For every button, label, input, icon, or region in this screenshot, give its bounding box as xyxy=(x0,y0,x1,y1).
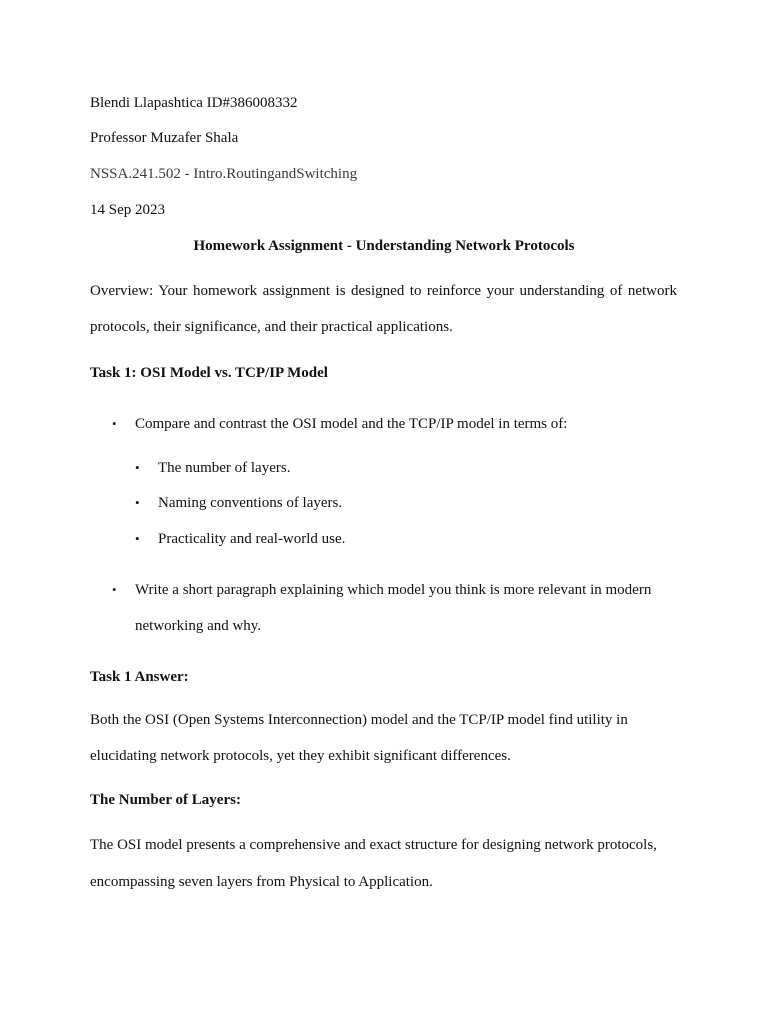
sub-bullet-practicality: Practicality and real-world use. xyxy=(158,531,346,547)
task1-bullet-paragraph-line-1: Write a short paragraph explaining which model you think is more relevant in modern xyxy=(135,582,652,598)
bullet-marker: • xyxy=(112,416,117,431)
sub-bullet-marker: • xyxy=(135,460,140,475)
document-title: Homework Assignment - Understanding Network Protocols xyxy=(193,238,575,254)
sub-bullet-marker: • xyxy=(135,495,140,510)
task1-heading: Task 1: OSI Model vs. TCP/IP Model xyxy=(90,365,328,381)
student-name-id: Blendi Llapashtica ID#386008332 xyxy=(90,95,298,111)
answer-para2-line-1: The OSI model presents a comprehensive and exact structure for designing network protocols, xyxy=(90,837,657,853)
answer-para1-line-2: elucidating network protocols, yet they exhibit significant differences. xyxy=(90,748,511,764)
sub-bullet-marker: • xyxy=(135,531,140,546)
answer-para1-line-1: Both the OSI (Open Systems Interconnection) model and the TCP/IP model find utility in xyxy=(90,712,628,728)
document-date: 14 Sep 2023 xyxy=(90,202,165,218)
task1-bullet-paragraph-line-2: networking and why. xyxy=(135,618,262,634)
overview-line-2: protocols, their significance, and their practical applications. xyxy=(90,319,453,335)
sub-bullet-naming: Naming conventions of layers. xyxy=(158,495,343,511)
task1-bullet-compare: Compare and contrast the OSI model and the TCP/IP model in terms of: xyxy=(135,416,568,432)
answer-heading: Task 1 Answer: xyxy=(90,669,189,685)
professor-name: Professor Muzafer Shala xyxy=(90,130,239,146)
course-code: NSSA.241.502 - Intro.RoutingandSwitching xyxy=(90,166,358,182)
sub-bullet-layers: The number of layers. xyxy=(158,460,291,476)
bullet-marker: • xyxy=(112,582,117,597)
answer-para2-line-2: encompassing seven layers from Physical to Application. xyxy=(90,874,433,890)
layers-heading: The Number of Layers: xyxy=(90,792,241,808)
overview-line-1: Overview: Your homework assignment is designed to reinforce your understanding of network xyxy=(90,283,677,299)
